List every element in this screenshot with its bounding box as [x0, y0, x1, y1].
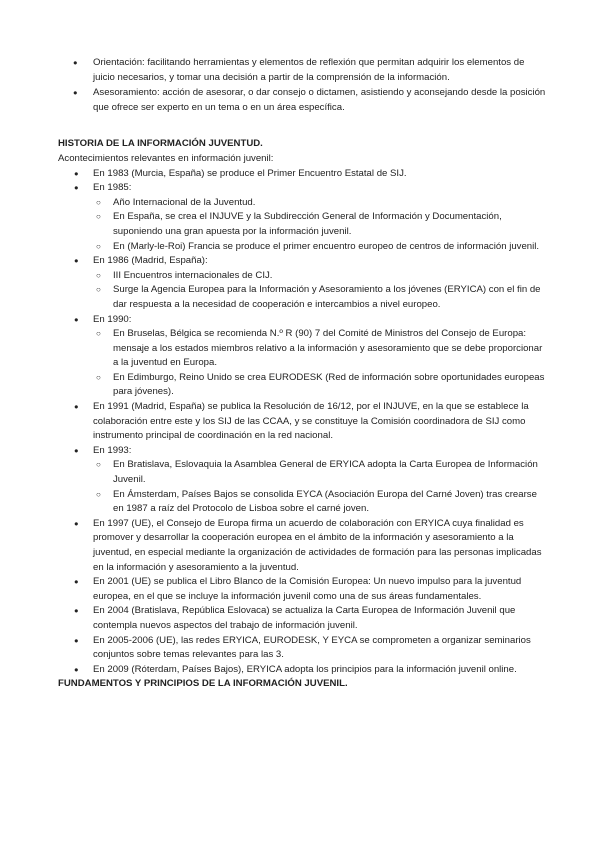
list-item-text: En 1991 (Madrid, España) se publica la Resolución de 16/12, por el INJUVE, en la que se establece la colaboración entre este y los SIJ de las CCAA, y se constituye la Comisión coordinadora de SIJ como instrumento principal de coordinación en la red nacional. [93, 401, 529, 442]
sub-list [93, 269, 546, 313]
list-item-text: En 2001 (UE) se publica el Libro Blanco de la Comisión Europea: Un nuevo impulso para la juventud europea, en el que se incluye la información juvenil como una de sus áreas fundamentales. [93, 576, 522, 602]
list-item [58, 634, 546, 663]
history-event-list [58, 167, 546, 678]
sub-list [93, 196, 546, 254]
sub-list-item: ○ Surge la Agencia Europea para la Información y Asesoramiento a los jóvenes (ERYICA) con el fin de dar respuesta a la necesidad de cooperación e intercambios a nivel europeo. [93, 283, 546, 312]
list-item-text: En 2004 (Bratislava, República Eslovaca) se actualiza la Carta Europea de Información Juvenil que contempla nuevos aspectos del trabajo de información juvenil. [93, 605, 516, 631]
history-intro: Acontecimientos relevantes en información juvenil: [58, 152, 274, 164]
list-item-text: En 1990: [93, 313, 132, 325]
page-content [58, 56, 546, 692]
sub-list-item: ○ III Encuentros internacionales de CIJ. [93, 269, 546, 284]
list-item-text: En 2005-2006 (UE), las redes ERYICA, EURODESK, Y EYCA se comprometen a organizar seminarios conjuntos sobre temas relevantes para las 3. [93, 634, 531, 661]
fundamentals-heading: FUNDAMENTOS Y PRINCIPIOS DE LA INFORMACIÓN JUVENIL. [58, 678, 348, 690]
list-item [58, 575, 546, 604]
list-item [58, 181, 546, 254]
list-item: ● Orientación: facilitando herramientas y elementos de reflexión que permitan adquirir los elementos de juicio necesarios, y tomar una decisión a partir de la comprensión de la información. [58, 56, 546, 85]
sub-list [93, 327, 546, 400]
sub-list-item: ○ En (Marly-le-Roi) Francia se produce el primer encuentro europeo de centros de información juvenil. [93, 240, 546, 255]
list-item-text: En 1983 (Murcia, España) se produce el Primer Encuentro Estatal de SIJ. [93, 167, 407, 179]
intro-bullet-list [58, 56, 546, 115]
history-heading: HISTORIA DE LA INFORMACIÓN JUVENTUD. [58, 138, 263, 150]
list-item [58, 517, 546, 575]
sub-list-item: ○ En Bratislava, Eslovaquia la Asamblea General de ERYICA adopta la Carta Europea de Información Juvenil. [93, 458, 546, 487]
list-item: ● Asesoramiento: acción de asesorar, o dar consejo o dictamen, asistiendo y aconsejando desde la posición que ofrece ser experto en un tema o en un área específica. [58, 86, 546, 115]
sub-list-item: ○ En España, se crea el INJUVE y la Subdirección General de Información y Documentación, suponiendo una gran apuesta por la información juvenil. [93, 210, 546, 239]
list-item [58, 167, 546, 182]
list-item-text: En 1997 (UE), el Consejo de Europa firma un acuerdo de colaboración con ERYICA cuya finalidad es promover y desarrollar la cooperación europea en el ámbito de la información y asesoramiento a la juventud, en especial mediante la organización de actividades de formación para las personas implicadas en la información y asesoramiento a la juventud. [93, 517, 542, 573]
section-spacer [58, 115, 546, 137]
list-item-text: En 1985: [93, 182, 132, 194]
list-item [58, 313, 546, 401]
list-item [58, 254, 546, 312]
sub-list-item: ○ En Bruselas, Bélgica se recomienda N.º R (90) 7 del Comité de Ministros del Consejo de Europa: mensaje a los estados miembros relativo a la información y asesoramiento que se debe proporcionar a la juventud en Europa. [93, 327, 546, 371]
list-item [58, 444, 546, 517]
sub-list-item: ○ En Ámsterdam, Países Bajos se consolida EYCA (Asociación Europa del Carné Joven) tras crearse en 1987 a raíz del Protocolo de Lisboa sobre el carné joven. [93, 488, 546, 517]
sub-list-item: ○ En Edimburgo, Reino Unido se crea EURODESK (Red de información sobre oportunidades europeas para jóvenes). [93, 371, 546, 400]
list-item-text: En 2009 (Róterdam, Países Bajos), ERYICA adopta los principios para la información juvenil online. [93, 663, 517, 675]
list-item-text: En 1993: [93, 444, 132, 456]
list-item [58, 663, 546, 678]
sub-list-item: ○ Año Internacional de la Juventud. [93, 196, 546, 211]
list-item-text: En 1986 (Madrid, España): [93, 255, 208, 267]
sub-list [93, 458, 546, 516]
list-item [58, 604, 546, 633]
list-item [58, 400, 546, 444]
